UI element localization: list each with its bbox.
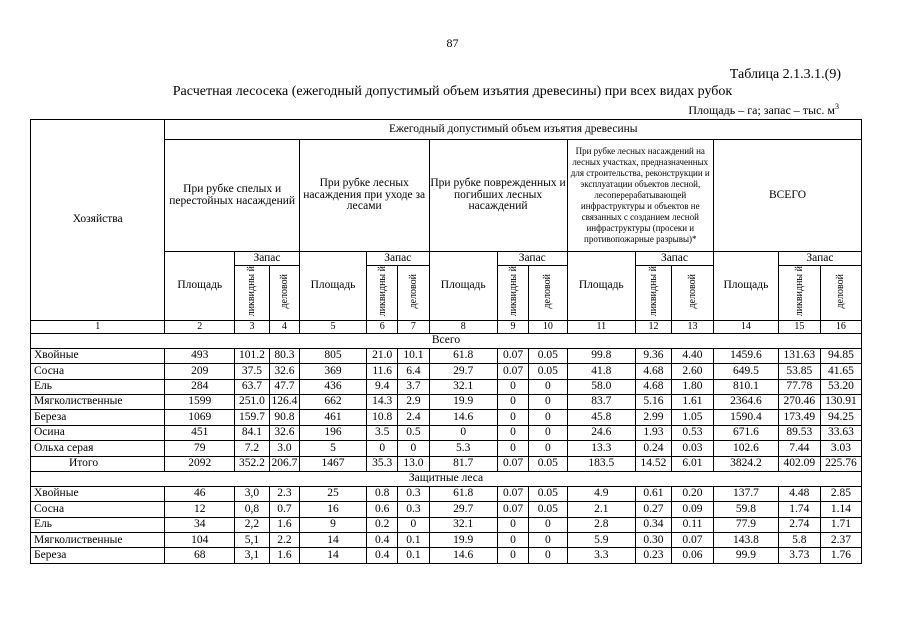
value-cell: 0 — [529, 425, 567, 440]
value-cell: 35.3 — [367, 456, 398, 471]
value-cell: 90.8 — [269, 410, 299, 425]
column-number: 9 — [497, 320, 528, 333]
value-cell: 6.4 — [398, 364, 429, 379]
value-cell: 32.6 — [269, 425, 299, 440]
value-cell: 131.63 — [778, 348, 820, 363]
value-cell: 9.4 — [367, 379, 398, 394]
value-cell: 0.8 — [367, 486, 398, 501]
value-cell: 0.05 — [529, 502, 567, 517]
farm-name: Хвойные — [31, 486, 165, 501]
value-cell: 0 — [497, 425, 528, 440]
value-cell: 1.61 — [671, 394, 713, 409]
value-cell: 0.3 — [398, 502, 429, 517]
value-cell: 47.7 — [269, 379, 299, 394]
page-number: 87 — [446, 36, 459, 50]
value-cell: 80.3 — [269, 348, 299, 363]
value-cell: 0.61 — [635, 486, 671, 501]
table-row — [31, 548, 862, 563]
value-cell: 0.07 — [671, 533, 713, 548]
value-cell: 0.4 — [367, 548, 398, 563]
value-cell: 0.4 — [367, 533, 398, 548]
value-cell: 0.5 — [398, 425, 429, 440]
value-cell: 41.65 — [820, 364, 861, 379]
value-cell: 352.2 — [235, 456, 270, 471]
units-text: Площадь – га; запас – тыс. м — [688, 103, 835, 117]
value-cell: 61.8 — [429, 348, 497, 363]
value-cell: 14 — [299, 533, 366, 548]
value-cell: 0 — [497, 517, 528, 532]
value-cell: 46 — [165, 486, 235, 501]
value-cell: 0 — [429, 425, 497, 440]
value-cell: 1599 — [165, 394, 235, 409]
value-cell: 0 — [529, 548, 567, 563]
value-cell: 14.6 — [429, 410, 497, 425]
value-cell: 81.7 — [429, 456, 497, 471]
value-cell: 196 — [299, 425, 366, 440]
farm-name: Сосна — [31, 502, 165, 517]
value-cell: 104 — [165, 533, 235, 548]
value-cell: 3.0 — [269, 441, 299, 456]
value-cell: 6.01 — [671, 456, 713, 471]
value-cell: 101.2 — [235, 348, 270, 363]
table-row — [31, 456, 862, 471]
liquid-header — [778, 266, 820, 321]
value-cell: 1.6 — [269, 548, 299, 563]
column-number: 4 — [269, 320, 299, 333]
value-cell: 32.6 — [269, 364, 299, 379]
value-cell: 14.3 — [367, 394, 398, 409]
value-cell: 649.5 — [714, 364, 779, 379]
section-title: Защитные леса — [31, 471, 862, 486]
value-cell: 2.1 — [567, 502, 635, 517]
value-cell: 173.49 — [778, 410, 820, 425]
column-number: 12 — [635, 320, 671, 333]
liquid-label: ликвидны й — [793, 266, 805, 317]
value-cell: 0.1 — [398, 548, 429, 563]
stock-header: Запас — [497, 252, 567, 266]
value-cell: 805 — [299, 348, 366, 363]
business-header — [820, 266, 861, 321]
value-cell: 84.1 — [235, 425, 270, 440]
value-cell: 63.7 — [235, 379, 270, 394]
column-number: 14 — [714, 320, 779, 333]
liquid-header — [635, 266, 671, 321]
value-cell: 209 — [165, 364, 235, 379]
value-cell: 270.46 — [778, 394, 820, 409]
value-cell: 9 — [299, 517, 366, 532]
value-cell: 0.3 — [398, 486, 429, 501]
value-cell: 0 — [529, 394, 567, 409]
value-cell: 493 — [165, 348, 235, 363]
value-cell: 0.05 — [529, 456, 567, 471]
value-cell: 68 — [165, 548, 235, 563]
farm-name: Сосна — [31, 364, 165, 379]
value-cell: 461 — [299, 410, 366, 425]
value-cell: 5.16 — [635, 394, 671, 409]
area-header: Площадь — [429, 252, 497, 321]
value-cell: 0 — [529, 441, 567, 456]
stock-header: Запас — [778, 252, 861, 266]
value-cell: 79 — [165, 441, 235, 456]
value-cell: 130.91 — [820, 394, 861, 409]
value-cell: 0.07 — [497, 502, 528, 517]
value-cell: 0.1 — [398, 533, 429, 548]
value-cell: 0.06 — [671, 548, 713, 563]
liquid-label: ликвидны й — [647, 266, 659, 317]
value-cell: 102.6 — [714, 441, 779, 456]
farm-name: Мягколиственные — [31, 533, 165, 548]
liquid-label: ликвидны й — [246, 266, 258, 317]
value-cell: 61.8 — [429, 486, 497, 501]
value-cell: 0 — [529, 533, 567, 548]
table-number: Таблица 2.1.3.1.(9) — [729, 67, 841, 82]
value-cell: 14.52 — [635, 456, 671, 471]
value-cell: 53.85 — [778, 364, 820, 379]
farm-name: Ель — [31, 379, 165, 394]
value-cell: 402.09 — [778, 456, 820, 471]
value-cell: 1467 — [299, 456, 366, 471]
value-cell: 3.3 — [567, 548, 635, 563]
value-cell: 2364.6 — [714, 394, 779, 409]
liquid-header — [497, 266, 528, 321]
business-header — [671, 266, 713, 321]
business-label: деловой — [835, 273, 847, 309]
business-label: деловой — [278, 273, 290, 309]
value-cell: 3.5 — [367, 425, 398, 440]
value-cell: 0 — [529, 379, 567, 394]
value-cell: 1.74 — [778, 502, 820, 517]
value-cell: 0 — [497, 379, 528, 394]
section-row — [31, 471, 862, 486]
value-cell: 14.6 — [429, 548, 497, 563]
table-row — [31, 425, 862, 440]
value-cell: 2.4 — [398, 410, 429, 425]
value-cell: 1.93 — [635, 425, 671, 440]
value-cell: 0 — [497, 394, 528, 409]
column-number: 10 — [529, 320, 567, 333]
value-cell: 0.07 — [497, 486, 528, 501]
value-cell: 0 — [367, 441, 398, 456]
value-cell: 225.76 — [820, 456, 861, 471]
group-header-4: При рубке лесных насаждений на лесных участках, предназначенных для строительства, реконструкции и эксплуатации объектов лесной, лесоперерабатывающей инфраструктуры и объектов не связанных с созданием лесной инфраструктуры (просеки и противопожарные разрывы)* — [567, 140, 713, 252]
group-header-1: При рубке спелых и перестойных насаждений — [165, 140, 299, 252]
value-cell: 251.0 — [235, 394, 270, 409]
value-cell: 1069 — [165, 410, 235, 425]
value-cell: 99.8 — [567, 348, 635, 363]
table-row — [31, 348, 862, 363]
value-cell: 94.25 — [820, 410, 861, 425]
table-row — [31, 533, 862, 548]
value-cell: 206.7 — [269, 456, 299, 471]
value-cell: 10.1 — [398, 348, 429, 363]
column-number: 11 — [567, 320, 635, 333]
value-cell: 0.05 — [529, 364, 567, 379]
value-cell: 45.8 — [567, 410, 635, 425]
value-cell: 137.7 — [714, 486, 779, 501]
group-header-2: При рубке лесных насаждения при уходе за лесами — [299, 140, 429, 252]
column-number: 3 — [235, 320, 270, 333]
farm-name: Осина — [31, 425, 165, 440]
value-cell: 1.71 — [820, 517, 861, 532]
column-number: 2 — [165, 320, 235, 333]
value-cell: 94.85 — [820, 348, 861, 363]
value-cell: 5 — [299, 441, 366, 456]
value-cell: 2.99 — [635, 410, 671, 425]
value-cell: 4.40 — [671, 348, 713, 363]
liquid-header — [235, 266, 270, 321]
value-cell: 11.6 — [367, 364, 398, 379]
value-cell: 14 — [299, 548, 366, 563]
business-header — [398, 266, 429, 321]
value-cell: 21.0 — [367, 348, 398, 363]
value-cell: 33.63 — [820, 425, 861, 440]
value-cell: 451 — [165, 425, 235, 440]
farm-name: Итого — [31, 456, 165, 471]
value-cell: 2.8 — [567, 517, 635, 532]
value-cell: 0 — [497, 533, 528, 548]
value-cell: 3824.2 — [714, 456, 779, 471]
column-number: 5 — [299, 320, 366, 333]
column-number: 6 — [367, 320, 398, 333]
value-cell: 7.44 — [778, 441, 820, 456]
value-cell: 53.20 — [820, 379, 861, 394]
business-header — [529, 266, 567, 321]
value-cell: 0.24 — [635, 441, 671, 456]
business-label: деловой — [686, 273, 698, 309]
value-cell: 19.9 — [429, 533, 497, 548]
value-cell: 662 — [299, 394, 366, 409]
value-cell: 0.09 — [671, 502, 713, 517]
column-number: 15 — [778, 320, 820, 333]
value-cell: 2.74 — [778, 517, 820, 532]
value-cell: 0.05 — [529, 348, 567, 363]
farm-name: Хвойные — [31, 348, 165, 363]
value-cell: 19.9 — [429, 394, 497, 409]
value-cell: 41.8 — [567, 364, 635, 379]
units-note — [688, 102, 839, 118]
value-cell: 0.07 — [497, 348, 528, 363]
value-cell: 1.6 — [269, 517, 299, 532]
farm-name: Мягколиственные — [31, 394, 165, 409]
area-header: Площадь — [714, 252, 779, 321]
value-cell: 5,1 — [235, 533, 270, 548]
value-cell: 32.1 — [429, 517, 497, 532]
table-row — [31, 379, 862, 394]
value-cell: 0.07 — [497, 456, 528, 471]
value-cell: 0 — [529, 517, 567, 532]
table-title: Расчетная лесосека (ежегодный допустимый объем изъятия древесины) при всех видах рубок — [172, 84, 733, 99]
value-cell: 1.76 — [820, 548, 861, 563]
section-title: Всего — [31, 333, 862, 348]
value-cell: 5.3 — [429, 441, 497, 456]
value-cell: 29.7 — [429, 502, 497, 517]
value-cell: 0.6 — [367, 502, 398, 517]
table-row — [31, 394, 862, 409]
value-cell: 3.03 — [820, 441, 861, 456]
value-cell: 0.27 — [635, 502, 671, 517]
table-row — [31, 517, 862, 532]
column-number: 13 — [671, 320, 713, 333]
table-row — [31, 502, 862, 517]
value-cell: 1.05 — [671, 410, 713, 425]
liquid-header — [367, 266, 398, 321]
table-row — [31, 441, 862, 456]
value-cell: 436 — [299, 379, 366, 394]
business-label: деловой — [407, 273, 419, 309]
value-cell: 810.1 — [714, 379, 779, 394]
value-cell: 0.05 — [529, 486, 567, 501]
farms-header: Хозяйства — [31, 120, 165, 321]
value-cell: 3,1 — [235, 548, 270, 563]
value-cell: 0.20 — [671, 486, 713, 501]
value-cell: 24.6 — [567, 425, 635, 440]
value-cell: 3,0 — [235, 486, 270, 501]
value-cell: 159.7 — [235, 410, 270, 425]
value-cell: 12 — [165, 502, 235, 517]
area-header: Площадь — [567, 252, 635, 321]
value-cell: 2.3 — [269, 486, 299, 501]
value-cell: 2,2 — [235, 517, 270, 532]
farm-name: Ель — [31, 517, 165, 532]
value-cell: 2.9 — [398, 394, 429, 409]
value-cell: 13.3 — [567, 441, 635, 456]
value-cell: 77.9 — [714, 517, 779, 532]
value-cell: 5.8 — [778, 533, 820, 548]
value-cell: 0 — [398, 517, 429, 532]
table-row — [31, 486, 862, 501]
column-number: 1 — [31, 320, 165, 333]
value-cell: 1.14 — [820, 502, 861, 517]
value-cell: 143.8 — [714, 533, 779, 548]
table-row — [31, 364, 862, 379]
value-cell: 0 — [497, 441, 528, 456]
main-header: Ежегодный допустимый объем изъятия древесины — [165, 120, 862, 140]
value-cell: 7.2 — [235, 441, 270, 456]
stock-header: Запас — [235, 252, 300, 266]
area-header: Площадь — [299, 252, 366, 321]
value-cell: 1.80 — [671, 379, 713, 394]
value-cell: 13.0 — [398, 456, 429, 471]
value-cell: 2.2 — [269, 533, 299, 548]
value-cell: 89.53 — [778, 425, 820, 440]
value-cell: 9.36 — [635, 348, 671, 363]
value-cell: 0.11 — [671, 517, 713, 532]
value-cell: 4.9 — [567, 486, 635, 501]
value-cell: 284 — [165, 379, 235, 394]
value-cell: 2.85 — [820, 486, 861, 501]
value-cell: 25 — [299, 486, 366, 501]
section-row — [31, 333, 862, 348]
value-cell: 77.78 — [778, 379, 820, 394]
value-cell: 0.7 — [269, 502, 299, 517]
value-cell: 0,8 — [235, 502, 270, 517]
value-cell: 10.8 — [367, 410, 398, 425]
value-cell: 4.68 — [635, 364, 671, 379]
value-cell: 0 — [398, 441, 429, 456]
value-cell: 126.4 — [269, 394, 299, 409]
liquid-label: ликвидны й — [507, 266, 519, 317]
group-header-3: При рубке поврежденных и погибших лесных насаждений — [429, 140, 567, 252]
value-cell: 0.2 — [367, 517, 398, 532]
value-cell: 2092 — [165, 456, 235, 471]
value-cell: 3.7 — [398, 379, 429, 394]
units-superscript: 3 — [835, 102, 839, 111]
value-cell: 0 — [497, 410, 528, 425]
area-header: Площадь — [165, 252, 235, 321]
value-cell: 34 — [165, 517, 235, 532]
value-cell: 0.07 — [497, 364, 528, 379]
value-cell: 83.7 — [567, 394, 635, 409]
stock-header: Запас — [635, 252, 713, 266]
value-cell: 0 — [497, 548, 528, 563]
business-label: деловой — [542, 273, 554, 309]
value-cell: 0.34 — [635, 517, 671, 532]
value-cell: 32.1 — [429, 379, 497, 394]
business-header — [269, 266, 299, 321]
value-cell: 2.60 — [671, 364, 713, 379]
value-cell: 37.5 — [235, 364, 270, 379]
value-cell: 0.30 — [635, 533, 671, 548]
value-cell: 671.6 — [714, 425, 779, 440]
value-cell: 0.53 — [671, 425, 713, 440]
value-cell: 59.8 — [714, 502, 779, 517]
value-cell: 1459.6 — [714, 348, 779, 363]
value-cell: 29.7 — [429, 364, 497, 379]
value-cell: 16 — [299, 502, 366, 517]
stock-header: Запас — [367, 252, 429, 266]
group-header-total: ВСЕГО — [714, 140, 862, 252]
column-number: 7 — [398, 320, 429, 333]
value-cell: 0 — [529, 410, 567, 425]
farm-name: Береза — [31, 410, 165, 425]
value-cell: 99.9 — [714, 548, 779, 563]
value-cell: 0.23 — [635, 548, 671, 563]
value-cell: 2.37 — [820, 533, 861, 548]
column-number: 8 — [429, 320, 497, 333]
value-cell: 3.73 — [778, 548, 820, 563]
liquid-label: ликвидны й — [376, 266, 388, 317]
value-cell: 4.48 — [778, 486, 820, 501]
value-cell: 5.9 — [567, 533, 635, 548]
value-cell: 0.03 — [671, 441, 713, 456]
farm-name: Ольха серая — [31, 441, 165, 456]
farm-name: Береза — [31, 548, 165, 563]
value-cell: 58.0 — [567, 379, 635, 394]
value-cell: 369 — [299, 364, 366, 379]
table-row — [31, 410, 862, 425]
value-cell: 183.5 — [567, 456, 635, 471]
value-cell: 1590.4 — [714, 410, 779, 425]
value-cell: 4.68 — [635, 379, 671, 394]
logging-volume-table — [30, 119, 862, 564]
column-number: 16 — [820, 320, 861, 333]
